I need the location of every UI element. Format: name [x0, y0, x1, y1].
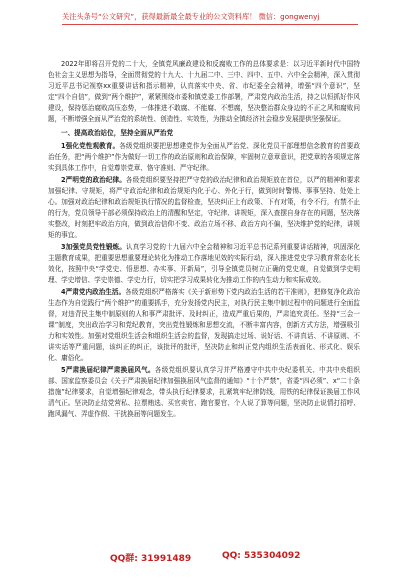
item-text: 各级党组织要把思想建党作为全面从严治党、深化党员干部理想信念教育的首要政治任务，把“两个维护”作为做好一切工作的政治原则和政治保障，牢固树立意章意识，把党章的各项规定落实到具体工作中，自觉尊崇党章、恪守准则、严守纪律。	[48, 142, 360, 172]
item-text: 各级党组织要坚持把严守党的政治纪律和政治规矩放在首位，以严的精神和要求加强纪律、守规矩，将严守政治纪律和政治规矩内化于心、外化于行，做到时时警惕、事事坚持、处处上心。加强对政治纪律和政治规矩执行情况的监督检查，坚决纠正上有政策、下有对策，有令不行，有禁不止的行为，党员领导干部必须保持政治上的清醒和坚定，守纪律、讲规矩，深入查摆自身存在的问题，坚决落实整改，时刻把牢政治方向，做到政治信仰不变、政治立场不移、政治方向不偏，坚决维护党的纪律，讲规矩的事宜。	[48, 176, 360, 239]
item-paragraph-3	[48, 242, 360, 286]
item-paragraph-2	[48, 175, 360, 241]
page-header	[0, 0, 408, 46]
item-paragraph-4	[48, 287, 360, 364]
item-paragraph-1	[48, 141, 360, 174]
item-lead: 2严明党的政治纪律。	[61, 176, 126, 184]
section-heading: 一、提高政治站位，坚持全面从严治党	[61, 129, 174, 137]
item-text: 认真学习党的十九届六中全会精神和习近平总书记系列重要讲话精神，巩固深化主题教育成果，把重要思想重要理论转化为推动工作落地见效的实际行动，深入推进党史学习教育常态化长效化，按照中央“学党史、悟思想、办实事、开新局”，引导全镇党员树立正确的党史观，自觉做到学史明理、学史增信、学史崇德、学史力行，切实把学习成果转化为推动工作的内生动力和实际成效。	[48, 243, 360, 284]
item-lead: 3加强党员党性锻炼。	[61, 243, 126, 251]
page-footer	[0, 549, 408, 569]
item-text: 各级党组织要认真学习并严格遵守中共中央纪委机关、中共中央组织部、国家监察委员会《关于严肃换届纪律加强换届风气监督的通知》“十个严禁”，省委“四必须”、x“二十条措施”纪律要求，自觉增强纪律观念，带头执行纪律要求，扎紧筑牢纪律防线，用铁的纪律保证换届工作风清气正。坚决防止结党营私、拉票贿选、买官卖官、跑官要官、个人说了算等问题，坚决防止说情打招呼、跑风漏气、弄虚作假、干扰换届等问题发生。	[48, 366, 361, 418]
item-lead: 4严肃党内政治生活。	[61, 288, 126, 296]
qq-group-label: QQ群: 31991489	[110, 554, 192, 564]
item-lead: 1强化党性观教育。	[61, 142, 120, 150]
item-lead: 5严肃换届纪律严肃换届风气。	[61, 366, 155, 374]
promo-notice: 关注头条号“公文研究”，获得最新最全最专业的公文资料库！ 微信：gongwenyj	[62, 12, 320, 21]
item-paragraph-5	[48, 365, 360, 420]
document-body	[48, 59, 360, 421]
qq-contact-label: QQ: 535304092	[222, 551, 301, 561]
item-text: 各级党组织严格落实《关于新形势下党内政治生活的若干准则》，把修复净化政治生态作为自觉践行“两个维护”的重要抓手，充分发扬党内民主，对执行民主集中制过程中的问题进行全面监督，对违背民主集中制原则的人和事严肃批评、及时纠正，造成严重后果的，严肃追究责任。坚持“三会一课”制度，突出政治学习和党纪教育，突出党性锻炼和思想交流，不断丰富内容，创新方式方法，增强吸引力和实效性。加强对党组织生活会和组织生活会的监督，发现搞走过场、说好话、不讲真话、不讲原则、不讲实话等严重问题，该纠正的纠正，该批评的批评，坚决防止和纠正党内组织生活表面化、形式化、娱乐化、庸俗化。	[48, 288, 360, 362]
header-divider	[62, 24, 358, 25]
intro-paragraph: 2022年即将召开党的二十大，全镇党风廉政建设和反腐败工作的总体要求是：以习近平新时代中国特色社会主义思想为指导，全面贯彻党的十九大、十九届二中、三中、四中、五中、六中全会精神，深入贯彻习近平总书记视察xx重要讲话和指示精神，认真落实中央、省、市纪委全会精神，增强“四个意识”，坚定“四个自信”，做到“两个维护”，紧紧围绕市委和镇党委工作部署，严肃党内政治生活，持之以恒抓好作风建设，保持惩治腐败高压态势，一体推进不敢腐、不能腐、不想腐，坚决整治群众身边的不正之风和腐败问题，不断增强全面从严治党的系统性、创造性、实效性，为推动全镇经济社会稳步发展提供坚强保证。	[48, 60, 360, 123]
